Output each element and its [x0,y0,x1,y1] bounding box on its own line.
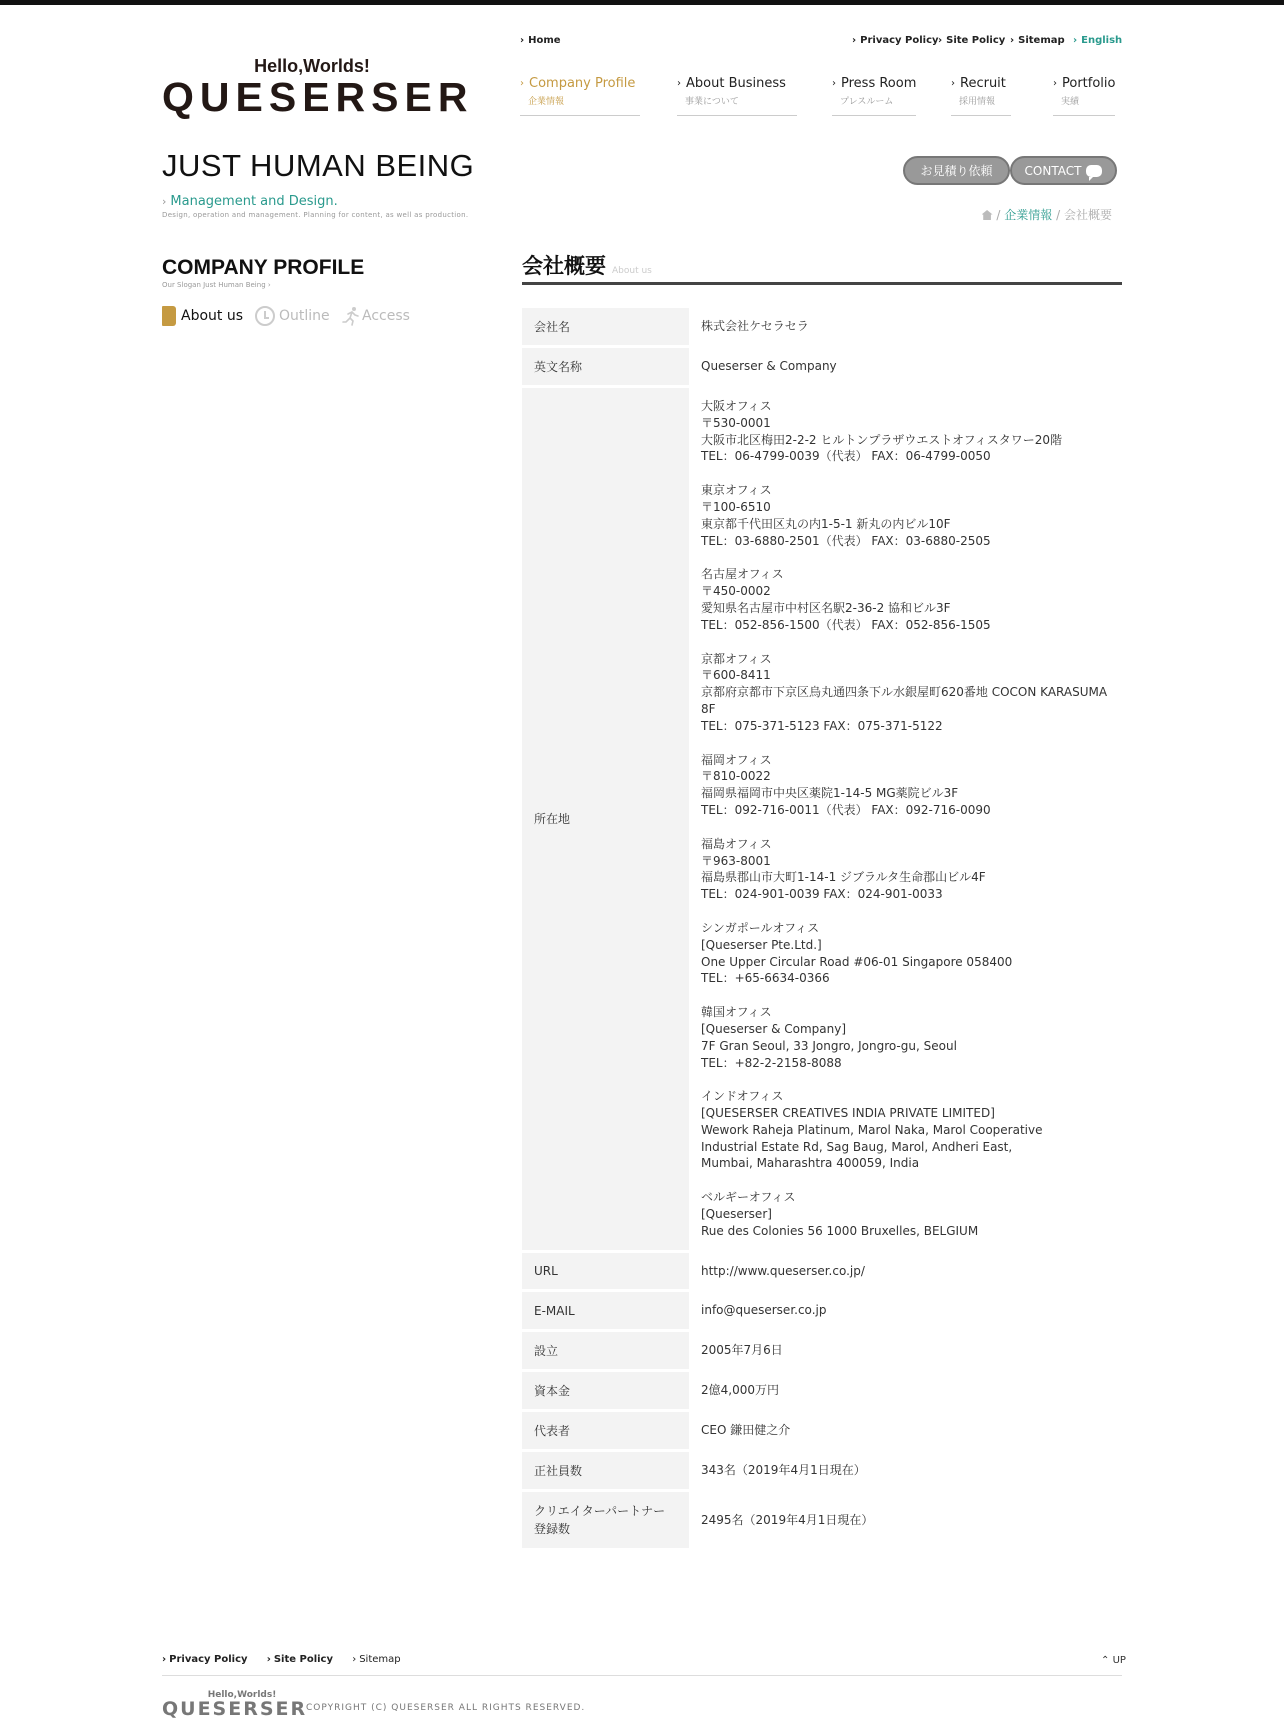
office-line: 福島県郡山市大町1-14-1 ジブラルタ生命郡山ビル4F [701,870,986,885]
page-title-text: 会社概要 [522,254,606,278]
footer-link-privacy-policy[interactable]: › Privacy Policy [162,1654,248,1665]
table-row [522,308,1122,345]
slogan-subtitle-text: Management and Design. [170,194,338,209]
office-line: インドオフィス [701,1089,784,1104]
office-line: TEL：024-901-0039 FAX：024-901-0033 [701,887,943,902]
office-line: Rue des Colonies 56 1000 Bruxelles, BELGIUM [701,1223,979,1238]
clock-icon [255,306,275,326]
row-label: 資本金 [522,1372,689,1409]
nav-item-label: › Company Profile [520,76,640,91]
footer-logo-wordmark: QUESERSER [162,1698,308,1720]
footer-logo[interactable] [162,1690,308,1720]
table-row [522,1452,1122,1489]
breadcrumb-link-company[interactable]: 企業情報 [1004,208,1053,222]
row-label: E-MAIL [522,1292,689,1329]
nav-item-sublabel: 企業情報 [528,97,565,107]
global-nav [520,76,1122,116]
office-line: 東京都千代田区丸の内1-5-1 新丸の内ビル10F [701,516,951,531]
breadcrumb-separator: / [996,208,1001,222]
nav-item-company-profile[interactable] [520,76,640,116]
row-value: 343名（2019年4月1日現在） [701,1463,866,1478]
office-line: 京都府京都市下京区烏丸通四条下ル水銀屋町620番地 COCON KARASUMA 8F [701,685,1108,716]
office-line: 韓国オフィス [701,1005,772,1020]
util-link-home[interactable]: › Home [520,35,561,46]
nav-item-portfolio[interactable] [1053,76,1115,116]
row-label: URL [522,1253,689,1290]
office-line: Wework Raheja Platinum, Marol Naka, Marol Cooperative [701,1122,1043,1137]
company-profile-table [522,305,1122,1551]
office-line: TEL：+65-6634-0366 [701,971,830,986]
book-icon [162,306,176,326]
side-section-subtitle: Our Slogan Just Human Being › [162,281,271,289]
table-row [522,1253,1122,1290]
table-row [522,1332,1122,1369]
footer-logo-tagline: Hello,Worlds! [207,1690,277,1700]
row-value: 2005年7月6日 [701,1343,783,1358]
side-tab-label: Access [362,308,410,324]
office-line: TEL：092-716-0011（代表） FAX：092-716-0090 [701,802,991,817]
row-value: http://www.queserser.co.jp/ [701,1263,865,1278]
office-line: TEL：03-6880-2501（代表） FAX：03-6880-2505 [701,533,991,548]
office-line: [Queserser] [701,1207,772,1222]
util-link-site-policy[interactable]: › Site Policy [938,35,1005,46]
office-line: TEL：06-4799-0039（代表） FAX：06-4799-0050 [701,449,991,464]
row-value: 2億4,000万円 [701,1383,779,1398]
title-divider [522,282,1122,285]
nav-item-sublabel: 実績 [1061,97,1080,107]
logo-wordmark: QUESERSER [162,74,474,120]
footer-link-sitemap[interactable]: › Sitemap [352,1654,400,1665]
office-korea [701,1004,1110,1071]
logo-tagline: Hello,Worlds! [254,56,370,76]
side-tab-label: About us [181,308,244,324]
slogan-description: Design, operation and management. Planning for content, as well as production. [162,211,469,219]
office-line: [Queserser Pte.Ltd.] [701,937,822,952]
office-tokyo [701,482,1110,549]
footer-divider [162,1675,1122,1676]
office-line: シンガポールオフィス [701,920,820,935]
office-line: 〒450-0002 [701,584,771,599]
office-line: 〒963-8001 [701,853,771,868]
site-logo[interactable] [162,56,474,120]
nav-item-sublabel: プレスルーム [840,97,894,107]
breadcrumb-current: 会社概要 [1063,208,1112,222]
office-line: 名古屋オフィス [701,567,784,582]
office-line: 福岡県福岡市中央区薬院1-14-5 MG薬院ビル3F [701,786,959,801]
chat-bubble-icon [1086,165,1102,177]
row-label: 所在地 [522,388,689,1250]
office-line: [QUESERSER CREATIVES INDIA PRIVATE LIMITED] [701,1106,995,1121]
office-line: TEL：+82-2-2158-8088 [701,1055,842,1070]
row-label: クリエイターパートナー登録数 [522,1492,689,1548]
office-line: 福島オフィス [701,836,772,851]
contact-button[interactable] [1010,156,1117,185]
side-section-title: COMPANY PROFILE [162,256,365,279]
office-line: 7F Gran Seoul, 33 Jongro, Jongro-gu, Seoul [701,1038,957,1053]
row-value: Queserser & Company [701,359,837,374]
breadcrumb-separator: / [1056,208,1061,222]
estimate-request-button[interactable]: お見積り依頼 [903,156,1010,185]
side-section-subtitle-text: Our Slogan Just Human Being [162,281,266,289]
nav-item-press-room[interactable] [832,76,916,116]
breadcrumb [982,206,1112,223]
office-line: 〒810-0022 [701,769,771,784]
office-line: TEL：052-856-1500（代表） FAX：052-856-1505 [701,617,991,632]
home-icon[interactable] [982,210,993,220]
back-to-top-label: UP [1112,1655,1126,1666]
row-label: 代表者 [522,1412,689,1449]
office-line: 愛知県名古屋市中村区名駅2-36-2 協和ビル3F [701,600,951,615]
nav-item-about-business[interactable] [677,76,797,116]
office-osaka [701,398,1110,465]
slogan-block [162,148,474,219]
footer-link-site-policy[interactable]: › Site Policy [267,1654,333,1665]
table-row [522,1412,1122,1449]
office-kyoto [701,651,1110,735]
office-singapore [701,920,1110,987]
top-bar [0,0,1284,5]
side-tab-label: Outline [279,308,330,324]
office-line: 東京オフィス [701,483,772,498]
chevron-right-icon: › [162,195,167,208]
chevron-up-icon: ⌃ [1101,1655,1110,1666]
page-title-en: About us [612,266,652,276]
row-value: info@queserser.co.jp [701,1303,827,1318]
table-row [522,1292,1122,1329]
slogan-subtitle [162,194,474,209]
row-label: 正社員数 [522,1452,689,1489]
office-fukuoka [701,752,1110,819]
nav-item-sublabel: 事業について [685,97,739,107]
office-line: 京都オフィス [701,651,772,666]
office-line: Industrial Estate Rd, Sag Baug, Marol, Andheri East, [701,1139,1013,1154]
office-line: 〒100-6510 [701,499,771,514]
side-tab-about-us[interactable] [162,306,243,326]
copyright: COPYRIGHT (C) QUESERSER ALL RIGHTS RESERVED. [306,1703,586,1713]
nav-item-recruit[interactable] [951,76,1011,116]
side-tab-access[interactable] [342,306,410,326]
row-value: 2495名（2019年4月1日現在） [701,1512,874,1527]
office-line: Mumbai, Maharashtra 400059, India [701,1156,920,1171]
table-row [522,1492,1122,1548]
office-line: 〒600-8411 [701,668,771,683]
office-fukushima [701,836,1110,903]
side-tab-outline[interactable] [255,306,330,326]
office-line: 大阪市北区梅田2-2-2 ヒルトンプラザウエストオフィスタワー20階 [701,432,1062,447]
office-line: ベルギーオフィス [701,1190,796,1205]
office-list [689,388,1122,1250]
row-value: CEO 鎌田健之介 [701,1423,791,1438]
running-person-icon [342,306,360,326]
office-line: TEL：075-371-5123 FAX：075-371-5122 [701,718,943,733]
utility-nav [520,35,1122,49]
util-link-sitemap[interactable]: › Sitemap [1010,35,1065,46]
nav-item-label: › Recruit [951,76,1011,91]
office-line: 福岡オフィス [701,752,772,767]
office-india [701,1088,1110,1172]
nav-item-label: › About Business [677,76,797,91]
office-line: [Queserser & Company] [701,1021,847,1036]
office-nagoya [701,566,1110,633]
row-label: 英文名称 [522,348,689,385]
nav-item-sublabel: 採用情報 [959,97,996,107]
table-row [522,1372,1122,1409]
nav-item-label: › Press Room [832,76,916,91]
util-link-english[interactable]: › English [1073,35,1122,46]
office-line: 大阪オフィス [701,399,772,413]
table-row [522,348,1122,385]
page-title [522,250,652,280]
slogan-title: JUST HUMAN BEING [162,148,475,183]
row-label: 会社名 [522,308,689,345]
contact-button-label: CONTACT [1024,163,1082,178]
office-line: 〒530-0001 [701,415,771,430]
nav-item-label: › Portfolio [1053,76,1115,91]
footer-nav [162,1654,417,1665]
util-link-privacy-policy[interactable]: › Privacy Policy [852,35,939,46]
table-row [522,388,1122,1250]
office-line: One Upper Circular Road #06-01 Singapore 058400 [701,954,1013,969]
row-label: 設立 [522,1332,689,1369]
office-belgium [701,1189,1110,1239]
row-value: 株式会社ケセラセラ [701,319,809,334]
back-to-top-button[interactable] [1101,1655,1126,1666]
